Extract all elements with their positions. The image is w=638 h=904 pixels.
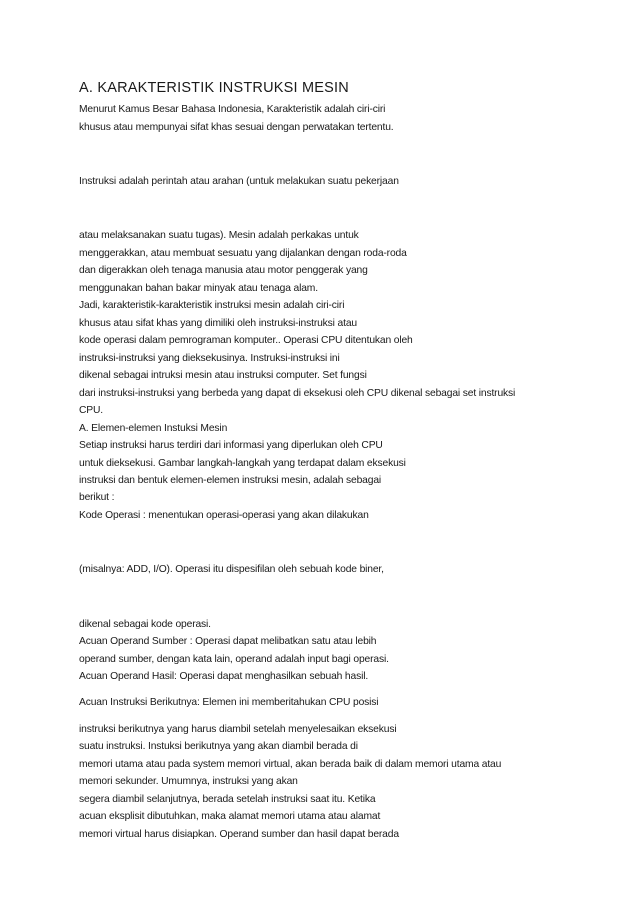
text-line: khusus atau mempunyai sifat khas sesuai dengan perwatakan tertentu. <box>79 122 394 133</box>
text-line: CPU. <box>79 405 104 416</box>
text-line: A. Elemen-elemen Instuksi Mesin <box>79 423 228 434</box>
text-line: khusus atau sifat khas yang dimiliki oleh instruksi-instruksi atau <box>79 318 357 329</box>
text-line: Menurut Kamus Besar Bahasa Indonesia, Karakteristik adalah ciri-ciri <box>79 104 386 115</box>
text-line: berikut : <box>79 492 115 503</box>
text-line: suatu instruksi. Instuksi berikutnya yang akan diambil berada di <box>79 741 358 752</box>
text-line: instruksi dan bentuk elemen-elemen instruksi mesin, adalah sebagai <box>79 475 382 486</box>
document-heading: A. KARAKTERISTIK INSTRUKSI MESIN <box>79 80 349 96</box>
text-line: acuan eksplisit dibutuhkan, maka alamat memori utama atau alamat <box>79 811 381 822</box>
text-line: segera diambil selanjutnya, berada setelah instruksi saat itu. Ketika <box>79 794 376 805</box>
text-line: memori virtual harus disiapkan. Operand sumber dan hasil dapat berada <box>79 829 399 840</box>
text-line: menggunakan bahan bakar minyak atau tenaga alam. <box>79 283 318 294</box>
text-line: operand sumber, dengan kata lain, operand adalah input bagi operasi. <box>79 654 389 665</box>
text-line: kode operasi dalam pemrograman komputer.. Operasi CPU ditentukan oleh <box>79 335 413 346</box>
text-line: instruksi-instruksi yang dieksekusinya. Instruksi-instruksi ini <box>79 353 340 364</box>
text-line: dikenal sebagai intruksi mesin atau instruksi computer. Set fungsi <box>79 370 367 381</box>
text-line: dan digerakkan oleh tenaga manusia atau motor penggerak yang <box>79 265 368 276</box>
text-line: Instruksi adalah perintah atau arahan (untuk melakukan suatu pekerjaan <box>79 176 399 187</box>
text-line: Kode Operasi : menentukan operasi-operasi yang akan dilakukan <box>79 510 369 521</box>
text-line: Acuan Operand Sumber : Operasi dapat melibatkan satu atau lebih <box>79 636 377 647</box>
text-line: Acuan Operand Hasil: Operasi dapat menghasilkan sebuah hasil. <box>79 671 369 682</box>
text-line: memori sekunder. Umumnya, instruksi yang akan <box>79 776 298 787</box>
text-line: (misalnya: ADD, I/O). Operasi itu dispesifilan oleh sebuah kode biner, <box>79 564 384 575</box>
text-line: memori utama atau pada system memori virtual, akan berada baik di dalam memori utama atau <box>79 759 502 770</box>
text-line: dikenal sebagai kode operasi. <box>79 619 211 630</box>
text-line: Acuan Instruksi Berikutnya: Elemen ini memberitahukan CPU posisi <box>79 697 379 708</box>
text-line: atau melaksanakan suatu tugas). Mesin adalah perkakas untuk <box>79 230 359 241</box>
text-line: Setiap instruksi harus terdiri dari informasi yang diperlukan oleh CPU <box>79 440 383 451</box>
text-line: menggerakkan, atau membuat sesuatu yang dijalankan dengan roda-roda <box>79 248 407 259</box>
text-line: instruksi berikutnya yang harus diambil setelah menyelesaikan eksekusi <box>79 724 397 735</box>
text-line: untuk dieksekusi. Gambar langkah-langkah yang terdapat dalam eksekusi <box>79 458 406 469</box>
text-line: dari instruksi-instruksi yang berbeda yang dapat di eksekusi oleh CPU dikenal sebagai set instruksi <box>79 388 516 399</box>
text-line: Jadi, karakteristik-karakteristik instruksi mesin adalah ciri-ciri <box>79 300 345 311</box>
